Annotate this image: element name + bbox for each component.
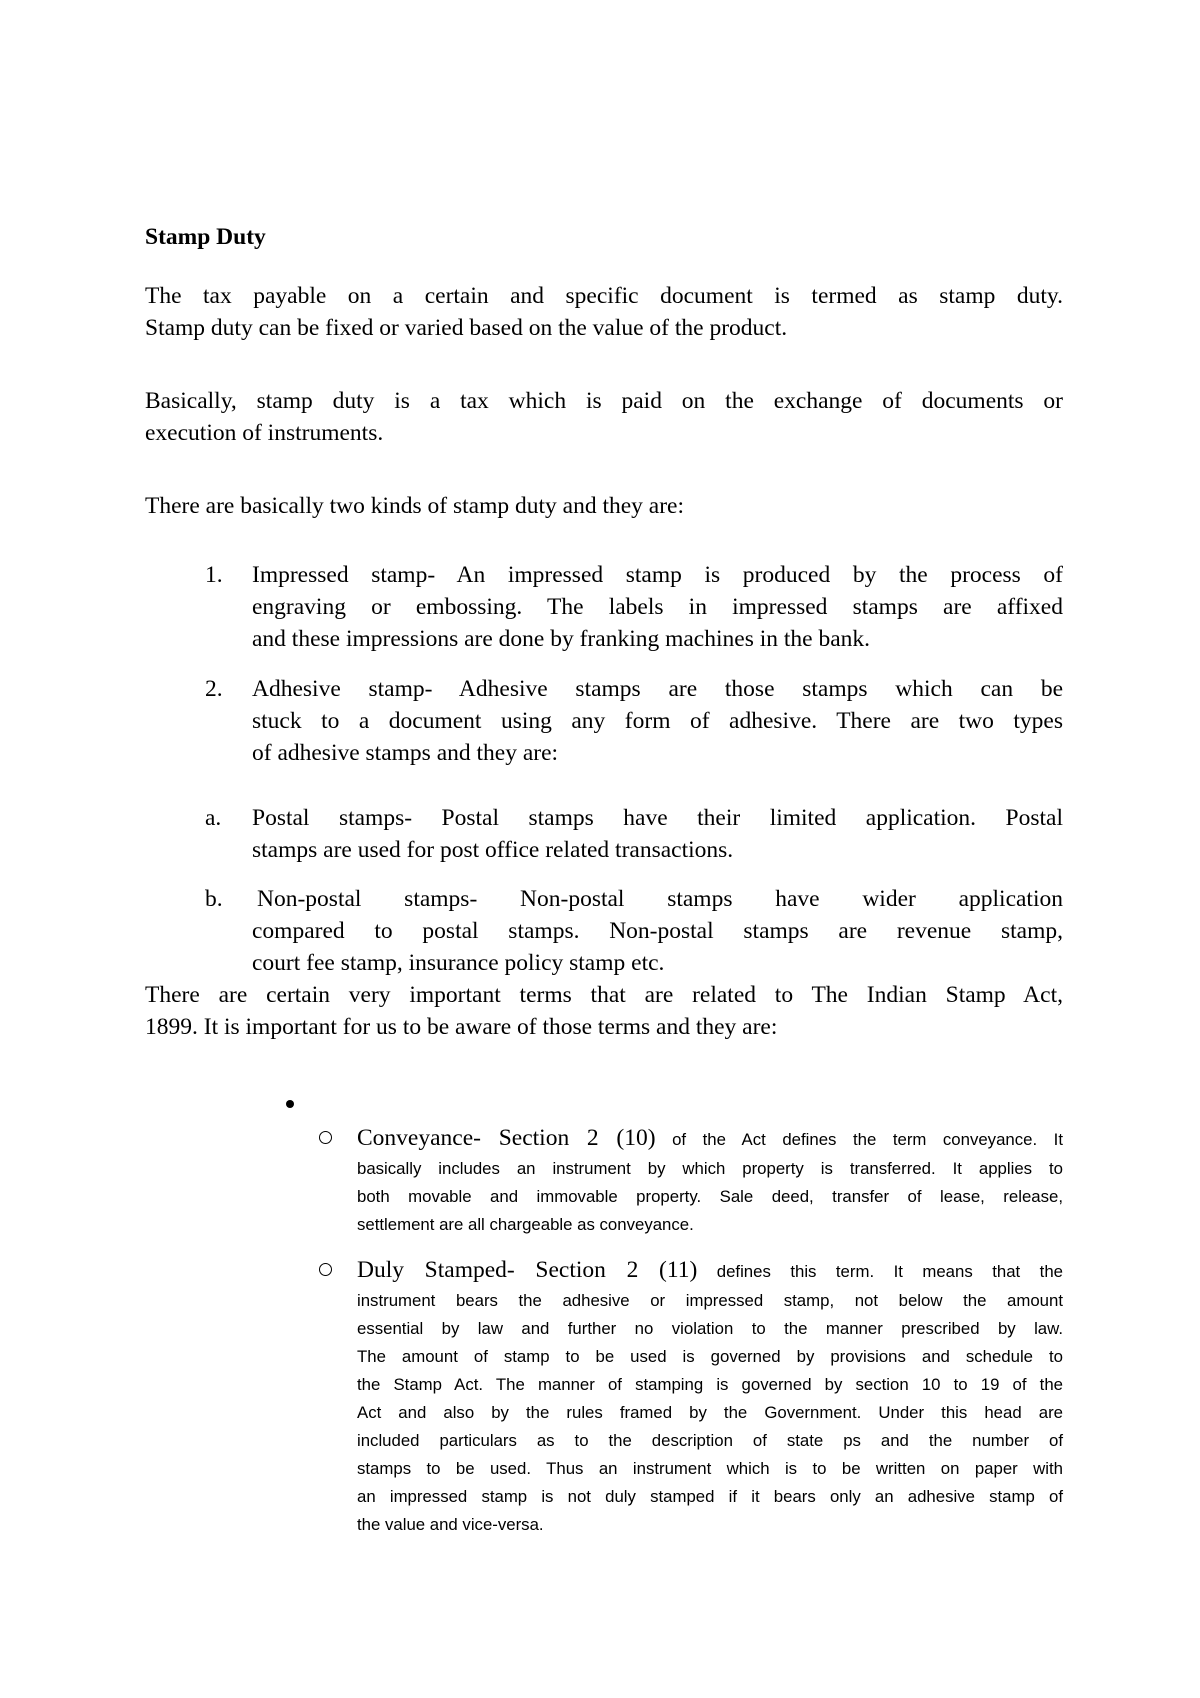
list-item-line: Non-postal stamps- Non-postal stamps have wider application: [257, 886, 1063, 912]
list-marker: b.: [205, 886, 223, 912]
page-title: Stamp Duty: [145, 224, 266, 250]
term-line: settlement are all chargeable as conveyance.: [357, 1215, 694, 1234]
circle-bullet-icon: [319, 1131, 332, 1144]
list-marker: 2.: [205, 676, 223, 702]
term-line: instrument bears the adhesive or impressed stamp, not below the amount: [357, 1291, 1063, 1310]
term-line: stamps to be used. Thus an instrument which is to be written on paper with: [357, 1459, 1063, 1478]
term-line: Act and also by the rules framed by the Government. Under this head are: [357, 1403, 1063, 1422]
circle-bullet-icon: [319, 1263, 332, 1276]
paragraph-line: Basically, stamp duty is a tax which is paid on the exchange of documents or: [145, 388, 1063, 414]
bullet-dot-icon: [286, 1100, 294, 1108]
term-first-line: [357, 1122, 1063, 1157]
term-line: both movable and immovable property. Sale deed, transfer of lease, release,: [357, 1187, 1063, 1206]
term-line: the value and vice-versa.: [357, 1515, 544, 1534]
term-line: The amount of stamp to be used is governed by provisions and schedule to: [357, 1347, 1063, 1366]
paragraph-line: 1899. It is important for us to be aware of those terms and they are:: [145, 1014, 778, 1040]
list-item-line: and these impressions are done by franking machines in the bank.: [252, 626, 871, 652]
paragraph-line: Stamp duty can be fixed or varied based on the value of the product.: [145, 315, 788, 341]
term-first-line: [357, 1254, 1063, 1289]
list-item-line: engraving or embossing. The labels in impressed stamps are affixed: [252, 594, 1063, 620]
term-heading: Conveyance- Section 2 (10): [357, 1125, 656, 1151]
list-item-line: court fee stamp, insurance policy stamp etc.: [252, 950, 665, 976]
list-item-line: of adhesive stamps and they are:: [252, 740, 559, 766]
term-line: essential by law and further no violation to the manner prescribed by law.: [357, 1319, 1063, 1338]
list-item-line: stuck to a document using any form of adhesive. There are two types: [252, 708, 1063, 734]
list-item-line: Adhesive stamp- Adhesive stamps are those stamps which can be: [252, 676, 1063, 702]
list-marker: a.: [205, 805, 222, 831]
paragraph-line: There are basically two kinds of stamp duty and they are:: [145, 493, 685, 519]
list-item-line: stamps are used for post office related transactions.: [252, 837, 734, 863]
term-line: basically includes an instrument by which property is transferred. It applies to: [357, 1159, 1063, 1178]
term-text: of the Act defines the term conveyance. It: [655, 1130, 1063, 1149]
paragraph-line: execution of instruments.: [145, 420, 384, 446]
list-item-line: Postal stamps- Postal stamps have their limited application. Postal: [252, 805, 1063, 831]
term-line: the Stamp Act. The manner of stamping is governed by section 10 to 19 of the: [357, 1375, 1063, 1394]
list-item-line: compared to postal stamps. Non-postal stamps are revenue stamp,: [252, 918, 1063, 944]
list-item-line: Impressed stamp- An impressed stamp is produced by the process of: [252, 562, 1063, 588]
term-line: an impressed stamp is not duly stamped if it bears only an adhesive stamp of: [357, 1487, 1063, 1506]
term-heading: Duly Stamped- Section 2 (11): [357, 1257, 698, 1283]
paragraph-line: There are certain very important terms that are related to The Indian Stamp Act,: [145, 982, 1063, 1008]
paragraph-line: The tax payable on a certain and specific document is termed as stamp duty.: [145, 283, 1063, 309]
list-marker: 1.: [205, 562, 223, 588]
term-line: included particulars as to the description of state ps and the number of: [357, 1431, 1063, 1450]
term-text: defines this term. It means that the: [697, 1262, 1063, 1281]
